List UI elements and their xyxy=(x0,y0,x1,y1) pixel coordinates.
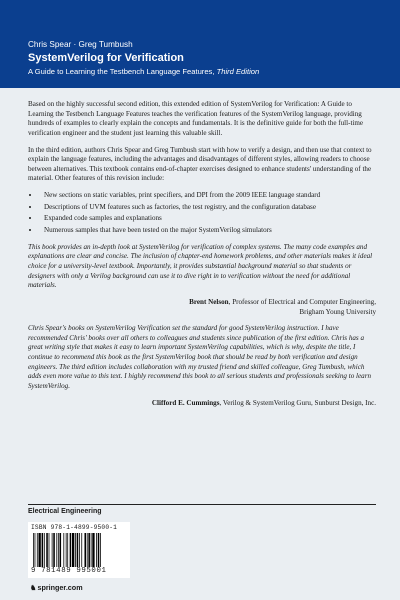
intro-paragraph: Based on the highly successful second edition, this extended edition of SystemVerilog for Verification: A Guide to Learning the Testbench Language Features teaches the verification features of the SystemVerilog language, providing hundreds of examples to clearly explain the concepts and fundamentals. It is the definitive guide for both the full-time verification engineer and the student just learning this valuable skill. xyxy=(28,100,364,137)
barcode-bar xyxy=(38,533,40,567)
feature-item: • Numerous samples that have been tested on the major SystemVerilog simulators xyxy=(40,226,376,236)
reviewer-role: , Professor of Electrical and Computer Engineering, xyxy=(228,297,376,306)
book-subtitle xyxy=(28,67,380,76)
reviewer-name: Brent Nelson xyxy=(189,297,229,306)
barcode-bar xyxy=(81,533,82,567)
barcode-bar xyxy=(58,533,59,567)
feature-item: • Expanded code samples and explanations xyxy=(40,214,376,224)
feature-item: • Descriptions of UVM features such as factories, the test registry, and the configuration database xyxy=(40,203,376,213)
barcode-bar xyxy=(37,533,38,567)
cover-header xyxy=(28,40,380,76)
publisher-url: springer.com xyxy=(37,583,83,592)
review-quote: Chris Spear's books on SystemVerilog Verification set the standard for good SystemVerilog instruction. I have recommended Chris' books over all others to colleagues and students since publication of the first edition. Chris has a great writing style that makes it easy to learn important SystemVerilog capabilities, which is why, despite the title, I continue to recommend this book as the first SystemVerilog book that should be read by both verification and design engineers. The third edition includes collaboration with my trusted friend and skilled colleague, Greg Tumbush, which adds even more value to this text. I highly recommend this book to all serious students and professionals seeking to learn SystemVerilog. xyxy=(28,324,372,391)
barcode-bar xyxy=(63,533,64,567)
barcode-bar xyxy=(67,533,68,567)
feature-item: • New sections on static variables, print specifiers, and DPI from the 2009 IEEE language standard xyxy=(40,191,376,201)
barcode-image xyxy=(31,533,127,567)
category-label: Electrical Engineering xyxy=(28,508,102,515)
reviewer-role: , Verilog & SystemVerilog Guru, Sunburst Design, Inc. xyxy=(219,398,376,407)
reviewer-affiliation: Brigham Young University xyxy=(299,307,376,316)
review-attribution xyxy=(28,399,376,409)
barcode-bar xyxy=(42,533,44,567)
divider xyxy=(28,504,376,505)
authors: Chris Spear · Greg Tumbush xyxy=(28,40,133,49)
barcode-bar xyxy=(60,533,62,567)
back-cover-text xyxy=(28,100,376,415)
third-edition-paragraph: In the third edition, authors Chris Spear and Greg Tumbush start with how to verify a design, and then use that context to explain the language features, including the advantages and disadvantages of different styles, allowing readers to choose between alternatives. This textbook contains end-of-chapter exercises designed to enhance students' understanding of the material. Other features of this revision include: xyxy=(28,145,372,183)
subtitle-main: A Guide to Learning the Testbench Language Features, xyxy=(28,67,217,76)
barcode-bar xyxy=(72,533,74,567)
barcode-bar xyxy=(88,533,90,567)
isbn-number: 9 781489 995001 xyxy=(31,567,107,575)
barcode-bar xyxy=(66,533,67,567)
review-attribution xyxy=(28,298,376,317)
barcode-bar xyxy=(44,533,45,567)
publisher-link[interactable] xyxy=(30,583,83,592)
barcode-bar xyxy=(49,533,50,567)
barcode-bar xyxy=(87,533,88,567)
springer-horse-icon: ♞ xyxy=(30,583,37,592)
barcode-bar xyxy=(33,533,34,567)
barcode-bar xyxy=(35,533,36,567)
subtitle-edition: Third Edition xyxy=(216,67,260,76)
barcode-bar xyxy=(53,533,55,567)
review-quote: This book provides an in-depth look at SystemVerilog for verification of complex systems. The many code examples and explanations are clear and concise. The inclusion of chapter-end homework problems, and other materials makes it ideal choice for a university-level textbook. Importantly, it provides substantial background material so that students or designers with only a Verilog background can use it to dive right in to verification without the need for additional materials. xyxy=(28,242,373,290)
barcode-bar xyxy=(100,533,101,567)
barcode-bar xyxy=(84,533,86,567)
barcode-bar xyxy=(96,533,97,567)
feature-list xyxy=(28,191,376,236)
barcode-bar xyxy=(92,533,94,567)
barcode-bar xyxy=(91,533,92,567)
barcode-bar xyxy=(52,533,53,567)
barcode-bar xyxy=(79,533,80,567)
barcode-bar xyxy=(77,533,79,567)
barcode-bar xyxy=(46,533,48,567)
book-title: SystemVerilog for Verification xyxy=(28,52,184,64)
isbn-label: ISBN 978-1-4899-9500-1 xyxy=(31,524,118,531)
barcode-bar xyxy=(56,533,57,567)
barcode-bar xyxy=(98,533,100,567)
barcode-bar xyxy=(75,533,76,567)
barcode-bar xyxy=(70,533,72,567)
reviewer-name: Clifford E. Cummings xyxy=(151,398,220,407)
